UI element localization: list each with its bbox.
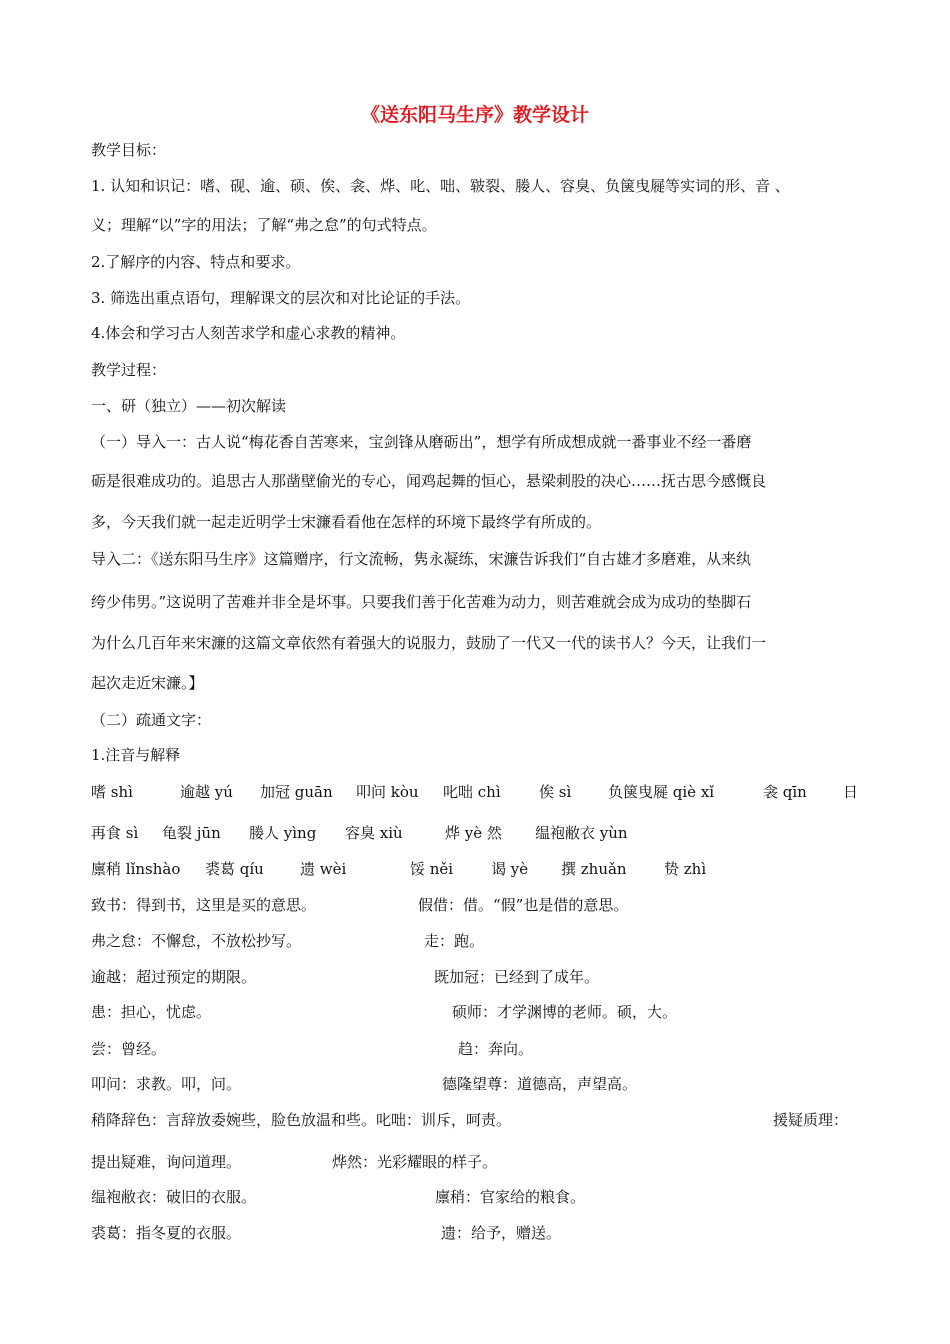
definition-left: 致书：得到书，这里是买的意思。 [91, 896, 317, 914]
intro-1-line-c: 多，今天我们就一起走近明学士宋濂看看他在怎样的环境下最终学有所成的。 [91, 513, 602, 531]
intro-1-line-b: 砺是很难成功的。追思古人那凿壁偷光的专心，闻鸡起舞的恒心，悬梁刺股的决心……抚古思今感慨良 [91, 472, 767, 490]
definition-left: 逾越：超过预定的期限。 [91, 968, 257, 986]
process-heading: 教学过程： [91, 361, 167, 379]
goal-1-line-a: 1. 认知和识记：嗜、砚、逾、硕、俟、衾、烨、叱、咄、皲裂、媵人、容臭、负箧曳屣等实词的形、音 、 [91, 177, 790, 195]
intro-2-line-b: 绔少伟男。”这说明了苦难并非全是坏事。只要我们善于化苦难为动力，则苦难就会成为成功的垫脚石 [91, 593, 752, 611]
definition-left: 患：担心，忧虑。 [91, 1003, 212, 1021]
document-title: 《送东阳马生序》教学设计 [360, 104, 589, 126]
definition-right: 趋：奔向。 [458, 1040, 534, 1058]
goals-heading: 教学目标： [91, 141, 167, 159]
pinyin-item: 容臭 xiù [345, 824, 403, 842]
pinyin-item: 馁 něi [410, 860, 454, 878]
pinyin-item: 叩问 kòu [356, 783, 419, 801]
section-1-heading: 一、研（独立）——初次解读 [91, 397, 287, 415]
pinyin-item: 嗜 shì [91, 783, 133, 801]
pinyin-item: 谒 yè [491, 860, 529, 878]
pinyin-item: 贽 zhì [664, 860, 707, 878]
definition-left: 尝：曾经。 [91, 1040, 167, 1058]
intro-1-line-a: （一）导入一：古人说“梅花香自苦寒来，宝剑锋从磨砺出”，想学有所成想成就一番事业不经一番磨 [91, 433, 752, 451]
pinyin-item: 日 [843, 783, 859, 801]
pinyin-item: 遗 wèi [300, 860, 347, 878]
pinyin-item: 媵人 yìng [249, 824, 317, 842]
pinyin-item: 再食 sì [91, 824, 139, 842]
goal-1-line-b: 义；理解“以”字的用法；了解“弗之怠”的句式特点。 [91, 216, 437, 234]
goal-2: 2.了解序的内容、特点和要求。 [91, 253, 301, 271]
definition-left: 弗之怠：不懈怠，不放松抄写。 [91, 932, 302, 950]
definition-left: 缊袍敝衣：破旧的衣服。 [91, 1188, 257, 1206]
pinyin-item: 负箧曳屣 qiè xǐ [608, 783, 715, 801]
intro-2-line-c: 为什么几百年来宋濂的这篇文章依然有着强大的说服力，鼓励了一代又一代的读书人？今天，让我们一 [91, 634, 767, 652]
intro-2-line-a: 导入二：《送东阳马生序》这篇赠序，行文流畅，隽永凝练，宋濂告诉我们“自古雄才多磨难，从来纨 [91, 550, 752, 568]
definition-left: 提出疑难，询问道理。 [91, 1153, 242, 1171]
definition-right: 德隆望尊：道德高，声望高。 [442, 1075, 638, 1093]
pinyin-item: 廪稍 lǐnshào [91, 860, 181, 878]
section-1-2-heading: （二）疏通文字： [91, 711, 212, 729]
definition-right: 假借：借。“假”也是借的意思。 [418, 896, 629, 914]
pinyin-item: 衾 qīn [763, 783, 807, 801]
definition-left: 裘葛：指冬夏的衣服。 [91, 1224, 242, 1242]
definition-right: 烨然：光彩耀眼的样子。 [332, 1153, 498, 1171]
goal-3: 3. 筛选出重点语句，理解课文的层次和对比论证的手法。 [91, 289, 471, 307]
pinyin-item: 俟 sì [539, 783, 572, 801]
definition-right: 廪稍：官家给的粮食。 [435, 1188, 586, 1206]
goal-4: 4.体会和学习古人刻苦求学和虚心求教的精神。 [91, 324, 406, 342]
definition-right: 既加冠：已经到了成年。 [434, 968, 600, 986]
pinyin-item: 加冠 guān [260, 783, 333, 801]
pinyin-item: 龟裂 jūn [162, 824, 221, 842]
definition-left: 叩问：求教。叩，问。 [91, 1075, 242, 1093]
subsection-1-heading: 1.注音与解释 [91, 746, 181, 764]
pinyin-item: 烨 yè 然 [445, 824, 502, 842]
definition-left: 稍降辞色：言辞放委婉些，脸色放温和些。叱咄：训斥，呵责。 [91, 1111, 512, 1129]
definition-right: 硕师：才学渊博的老师。硕，大。 [452, 1003, 678, 1021]
intro-2-line-d: 起次走近宋濂。】 [91, 674, 204, 692]
pinyin-item: 撰 zhuǎn [561, 860, 627, 878]
definition-right: 援疑质理： [773, 1111, 849, 1129]
pinyin-item: 缊袍敝衣 yùn [535, 824, 628, 842]
definition-right: 遗：给予，赠送。 [441, 1224, 562, 1242]
pinyin-item: 裘葛 qíu [205, 860, 264, 878]
definition-right: 走：跑。 [424, 932, 485, 950]
pinyin-item: 叱咄 chì [443, 783, 501, 801]
pinyin-item: 逾越 yú [180, 783, 233, 801]
